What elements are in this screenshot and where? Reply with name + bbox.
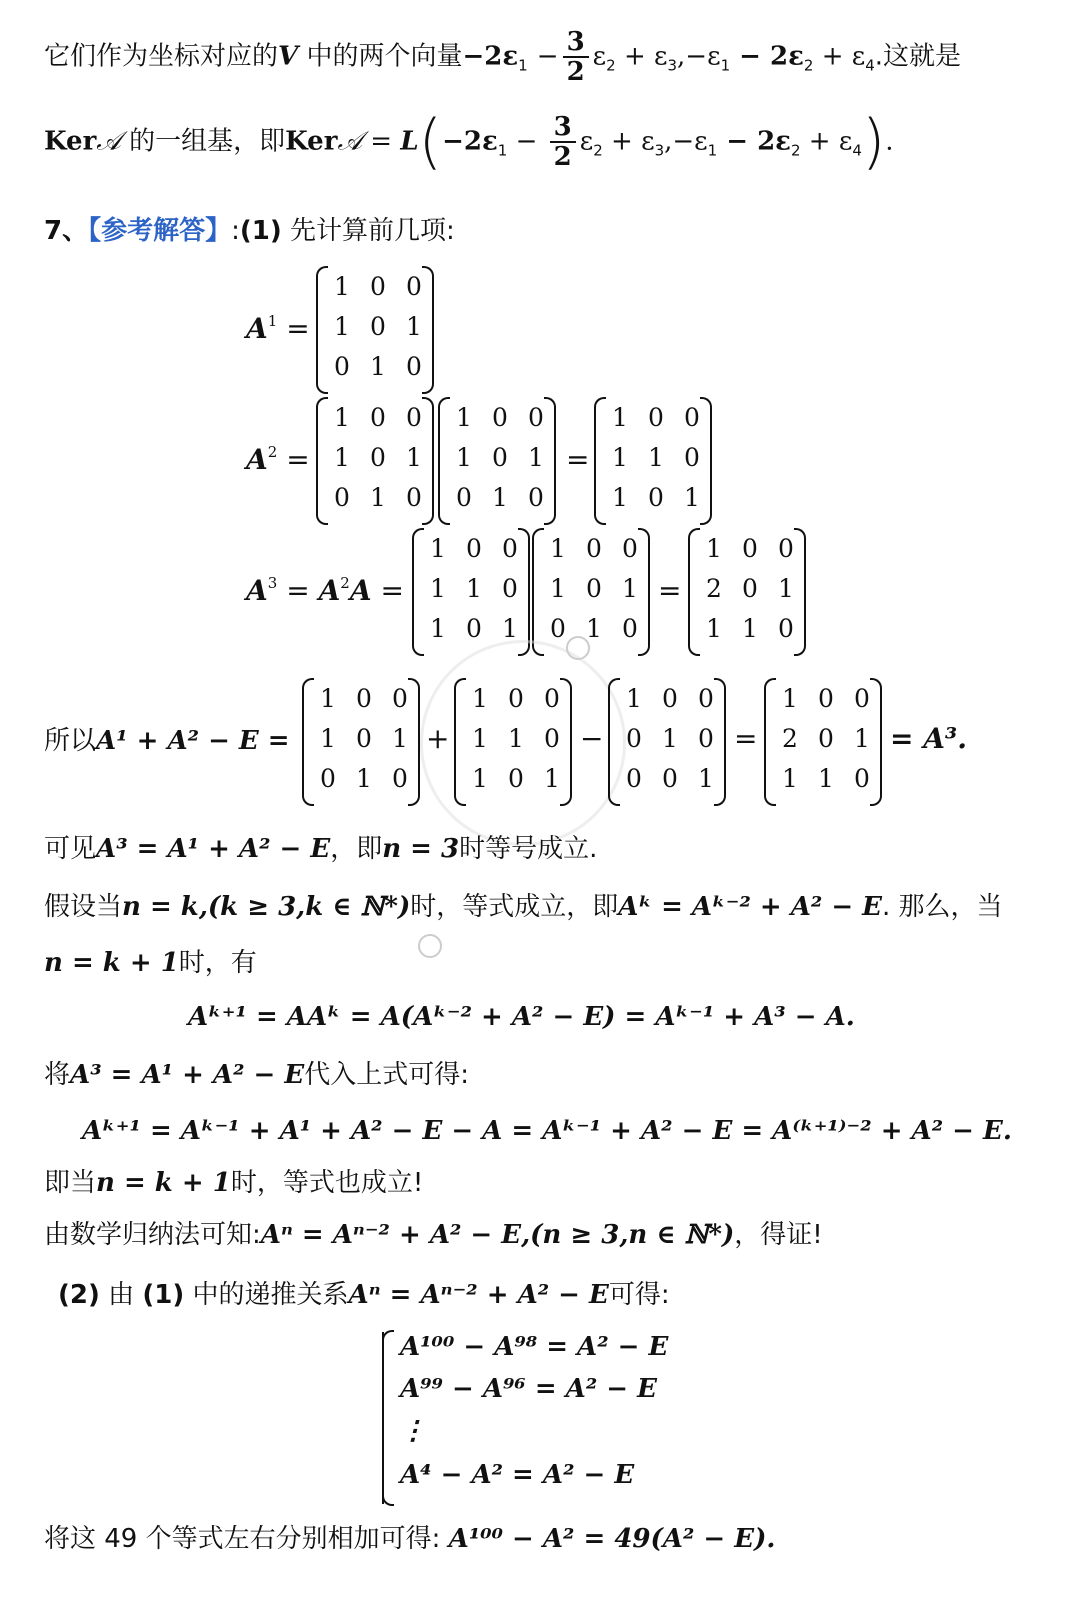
matrix-cell: 1 [466, 574, 482, 603]
a1-label [246, 312, 310, 345]
fraction-3-2 [563, 28, 589, 86]
matrix-cell: 1 [782, 764, 798, 793]
matrix-cell: 1 [456, 403, 472, 432]
matrix-cell: 0 [502, 574, 518, 603]
matrix-e [608, 678, 726, 806]
equals-sign [566, 443, 589, 476]
matrix-cell: 0 [544, 684, 560, 713]
text-mid: ，即 [330, 834, 383, 864]
visible-line [44, 832, 597, 866]
subscript: 2 [790, 141, 801, 160]
matrix-a2 [412, 528, 530, 656]
subscript: 1 [497, 141, 508, 160]
subscript: 3 [654, 141, 665, 160]
plus: + [426, 722, 450, 755]
matrix-cell: 0 [406, 352, 422, 381]
matrix-cell: 0 [406, 272, 422, 301]
minus-sign [580, 722, 603, 755]
matrix-cell: 1 [508, 724, 524, 753]
heading-text: 先计算前几项: [281, 216, 455, 246]
matrix-cell: 1 [550, 574, 566, 603]
matrix-cell: 0 [778, 614, 794, 643]
matrix-cell: 1 [706, 614, 722, 643]
text-prefix: 将 [44, 1060, 71, 1090]
matrix-cell: 1 [502, 614, 518, 643]
matrix-cell: 1 [818, 764, 834, 793]
matrix-a2 [454, 678, 572, 806]
matrix-cell: 0 [508, 684, 524, 713]
matrix-cell: 0 [356, 684, 372, 713]
matrix-cell: 1 [612, 483, 628, 512]
matrix-cell: 0 [466, 614, 482, 643]
subscript: 1 [720, 56, 731, 75]
matrix-cell: 0 [586, 534, 602, 563]
matrix-cell: 0 [662, 764, 678, 793]
inner-a: −2ε [442, 126, 498, 157]
case-line: A⁴ − A² = A² − E [400, 1460, 635, 1490]
matrix-cell: 0 [586, 574, 602, 603]
matrix-cell: 0 [528, 483, 544, 512]
matrix-cell: 0 [626, 764, 642, 793]
matrix-cell: 0 [698, 684, 714, 713]
matrix-cell: 1 [406, 312, 422, 341]
matrix-cell: 1 [472, 764, 488, 793]
matrix-cell: 1 [626, 684, 642, 713]
equation-k1 [188, 1000, 855, 1034]
operator-a: 𝒜 [96, 126, 121, 157]
matrix-cell: 2 [706, 574, 722, 603]
fraction-3-2 [550, 113, 576, 171]
matrix-cell: 1 [612, 443, 628, 472]
matrix-cell: 0 [406, 483, 422, 512]
final-line [44, 1522, 775, 1556]
matrix-cell: 1 [456, 443, 472, 472]
text-suffix: 可得: [608, 1280, 670, 1310]
matrix-cell: 0 [698, 724, 714, 753]
matrix-cell: 1 [782, 684, 798, 713]
text-suffix: 时，有 [178, 948, 257, 978]
vec1-term-a: −2ε [462, 41, 519, 72]
matrix-a [532, 528, 650, 656]
matrix-a [302, 678, 420, 806]
assume-line [44, 890, 1003, 924]
matrix-cell: 0 [648, 483, 664, 512]
matrix-cell: 0 [648, 403, 664, 432]
equals-sign [658, 574, 681, 607]
expression: Aⁿ = Aⁿ⁻² + A² − E,(n ≥ 3,n ∈ ℕ*) [260, 1220, 735, 1250]
expression: n = k,(k ≥ 3,k ∈ ℕ*) [122, 892, 411, 922]
expression: A³ = A¹ + A² − E [96, 834, 331, 864]
subscript: 4 [852, 141, 862, 160]
matrix-a [316, 266, 434, 394]
equals: = [566, 443, 590, 476]
inner-f: − 2ε [717, 126, 791, 157]
a: A [318, 574, 341, 607]
matrix-cell: 0 [742, 574, 758, 603]
matrix-cell: 0 [622, 534, 638, 563]
matrix-cell: 1 [356, 764, 372, 793]
substitution-line [44, 1058, 469, 1092]
a: A [246, 443, 268, 476]
result: = A³. [890, 722, 967, 755]
matrix-cell: 1 [334, 443, 350, 472]
frac-den: 2 [553, 142, 572, 172]
text-prefix: 由 [99, 1280, 143, 1310]
vec2-term-a: −ε [685, 41, 721, 72]
matrix-cell: 0 [392, 764, 408, 793]
subscript: 3 [667, 56, 678, 75]
frac-num: 3 [563, 28, 589, 58]
matrix-cell: 1 [320, 684, 336, 713]
expression: A¹⁰⁰ − A² = 49(A² − E). [448, 1524, 776, 1554]
matrix-cell: 1 [544, 764, 560, 793]
case-line: A¹⁰⁰ − A⁹⁸ = A² − E [400, 1332, 669, 1362]
plus-epsilon: + ε [615, 41, 668, 72]
holds-line [44, 1166, 423, 1200]
matrix-cell: 1 [586, 614, 602, 643]
matrix-cell: 1 [778, 574, 794, 603]
matrix-a [316, 397, 434, 525]
matrix-cell: 0 [818, 684, 834, 713]
a2-label [246, 443, 310, 476]
frac-num: 3 [550, 113, 576, 143]
text-mid: 中的递推关系 [184, 1280, 349, 1310]
matrix-cell: 0 [854, 684, 870, 713]
line-2 [44, 107, 894, 177]
text-prefix: 可见 [44, 834, 97, 864]
inner-e: ,−ε [664, 126, 708, 157]
matrix-cell: 0 [854, 764, 870, 793]
matrix-cell: 1 [430, 574, 446, 603]
matrix-cell: 0 [778, 534, 794, 563]
n-equals-3: n = 3 [382, 834, 460, 864]
sum-line-label [44, 724, 290, 758]
matrix-cell: 0 [818, 724, 834, 753]
matrix-cell: 0 [356, 724, 372, 753]
vector-space-v: V [278, 41, 299, 72]
matrix-cell: 1 [492, 483, 508, 512]
matrix-cell: 0 [466, 534, 482, 563]
text-suffix: 时，等式也成立! [230, 1168, 424, 1198]
equals: = [658, 574, 682, 607]
matrix-cell: 1 [334, 403, 350, 432]
matrix-cell: 1 [698, 764, 714, 793]
plus-sign [426, 722, 449, 755]
matrix-cell: 0 [492, 443, 508, 472]
question-number: 7、 [44, 216, 89, 246]
matrix-cell: 1 [334, 272, 350, 301]
equals: = [734, 722, 758, 755]
matrix-cell: 1 [854, 724, 870, 753]
matrix-cell: 1 [472, 684, 488, 713]
matrix-cell: 0 [370, 443, 386, 472]
cases-brace [382, 1332, 398, 1504]
inner-d: + ε [602, 126, 655, 157]
matrix-cell: 0 [544, 724, 560, 753]
text-suffix: 时等号成立. [459, 834, 598, 864]
matrix-cell: 1 [430, 614, 446, 643]
sum-expression: A¹ + A² − E = [96, 726, 290, 756]
text-prefix: 由数学归纳法可知: [44, 1220, 261, 1250]
matrix-cell: 1 [622, 574, 638, 603]
sup: 1 [267, 312, 278, 330]
result-a3 [890, 722, 967, 755]
matrix-cell: 1 [370, 352, 386, 381]
matrix-cell: 0 [320, 764, 336, 793]
a3-label [246, 574, 404, 607]
text-prefix: 即当 [44, 1168, 97, 1198]
equals: = [380, 574, 404, 607]
matrix-cell: 0 [502, 534, 518, 563]
matrix-a [438, 397, 556, 525]
text-suffix: . 那么，当 [882, 892, 1003, 922]
left-paren: ( [418, 107, 443, 177]
case-line: ⋮ [400, 1416, 426, 1446]
subscript: 2 [593, 141, 603, 160]
right-paren: ) [861, 107, 886, 177]
text-suffix: 代入上式可得: [304, 1060, 469, 1090]
period: . [885, 126, 894, 157]
text-prefix: 它们作为坐标对应的 [44, 41, 279, 72]
epsilon: ε [592, 41, 607, 72]
matrix-cell: 1 [528, 443, 544, 472]
matrix-cell: 0 [334, 483, 350, 512]
matrix-a3 [764, 678, 882, 806]
subscript: 2 [803, 56, 814, 75]
minus: − [580, 722, 604, 755]
matrix-cell: 1 [320, 724, 336, 753]
matrix-cell: 1 [684, 483, 700, 512]
matrix-cell: 0 [392, 684, 408, 713]
text-prefix: 所以 [44, 726, 97, 756]
sup: 2 [267, 443, 278, 461]
text-mid: 时，等式成立，即 [410, 892, 619, 922]
text-prefix: 将这 49 个等式左右分别相加可得: [44, 1524, 441, 1554]
matrix-cell: 1 [406, 443, 422, 472]
comma: , [677, 41, 686, 72]
matrix-cell: 1 [472, 724, 488, 753]
ker-label: Ker [44, 126, 97, 157]
expression: Aᵏ⁺¹ = Aᵏ⁻¹ + A¹ + A² − E − A = Aᵏ⁻¹ + A² − E = A⁽ᵏ⁺¹⁾⁻² + A² − E. [82, 1116, 1012, 1146]
matrix-cell: 1 [706, 534, 722, 563]
matrix-cell: 0 [508, 764, 524, 793]
equals: = [286, 574, 310, 607]
ker-label-2: Ker [285, 126, 338, 157]
equals: = [286, 312, 310, 345]
expression: Aᵏ⁺¹ = AAᵏ = A(Aᵏ⁻² + A² − E) = Aᵏ⁻¹ + A³ − A. [188, 1002, 855, 1032]
matrix-cell: 1 [648, 443, 664, 472]
equals: = [286, 443, 310, 476]
text-prefix: 假设当 [44, 892, 123, 922]
equals-sign [734, 722, 757, 755]
subscript: 1 [707, 141, 718, 160]
a: A [246, 574, 268, 607]
subscript: 4 [865, 56, 875, 75]
matrix-cell: 0 [528, 403, 544, 432]
sup: 2 [340, 574, 350, 592]
question-7-heading [44, 214, 455, 248]
inner-c: ε [579, 126, 594, 157]
matrix-cell: 0 [334, 352, 350, 381]
case-line: A⁹⁹ − A⁹⁶ = A² − E [400, 1374, 657, 1404]
a: A [349, 574, 372, 607]
text-suffix: .这就是 [874, 41, 962, 72]
part-label: (1) [239, 216, 282, 246]
matrix-cell: 0 [456, 483, 472, 512]
vec2-term-c: + ε [813, 41, 866, 72]
part-2-line [58, 1278, 670, 1312]
text-mid: 的一组基，即 [120, 126, 286, 157]
vec2-term-b: − 2ε [730, 41, 804, 72]
matrix-cell: 0 [684, 403, 700, 432]
matrix-cell: 0 [406, 403, 422, 432]
nk-line [44, 946, 257, 980]
matrix-cell: 0 [370, 403, 386, 432]
watermark-dot [418, 934, 442, 958]
induction-line [44, 1218, 823, 1252]
colon: : [231, 216, 240, 246]
expression-2: Aᵏ = Aᵏ⁻² + A² − E [618, 892, 882, 922]
equals: = [362, 126, 401, 157]
matrix-cell: 1 [550, 534, 566, 563]
matrix-cell: 0 [550, 614, 566, 643]
matrix-cell: 1 [334, 312, 350, 341]
sup: 3 [267, 574, 278, 592]
expression: Aⁿ = Aⁿ⁻² + A² − E [348, 1280, 609, 1310]
matrix-a3 [688, 528, 806, 656]
matrix-cell: 1 [612, 403, 628, 432]
matrix-cell: 0 [370, 312, 386, 341]
expression: n = k + 1 [44, 948, 179, 978]
matrix-cell: 1 [662, 724, 678, 753]
matrix-cell: 1 [370, 483, 386, 512]
subscript: 2 [606, 56, 616, 75]
matrix-cell: 2 [782, 724, 798, 753]
matrix-cell: 0 [370, 272, 386, 301]
reference-answer-tag: 【参考解答】 [88, 216, 232, 246]
frac-den: 2 [566, 57, 585, 87]
part-label: (2) [58, 1280, 100, 1310]
a: A [246, 312, 268, 345]
matrix-cell: 0 [622, 614, 638, 643]
operator-a-2: 𝒜 [337, 126, 363, 157]
inner-g: + ε [800, 126, 853, 157]
matrix-cell: 0 [626, 724, 642, 753]
part-ref: (1) [142, 1280, 185, 1310]
expression: n = k + 1 [96, 1168, 231, 1198]
matrix-cell: 1 [430, 534, 446, 563]
matrix-cell: 0 [662, 684, 678, 713]
matrix-a2 [594, 397, 712, 525]
vec1-minus: − [536, 41, 559, 72]
text-mid: 中的两个向量 [298, 41, 463, 72]
inner-b: − [507, 126, 546, 157]
matrix-cell: 0 [684, 443, 700, 472]
text-suffix: ，得证! [734, 1220, 823, 1250]
matrix-cell: 0 [492, 403, 508, 432]
expression: A³ = A¹ + A² − E [70, 1060, 305, 1090]
watermark-dot [566, 636, 590, 660]
matrix-cell: 1 [392, 724, 408, 753]
line-1 [44, 28, 961, 86]
subscript: 1 [518, 56, 528, 75]
matrix-cell: 1 [742, 614, 758, 643]
equation-k2 [82, 1114, 1012, 1148]
span-l: L [400, 126, 419, 157]
matrix-cell: 0 [742, 534, 758, 563]
